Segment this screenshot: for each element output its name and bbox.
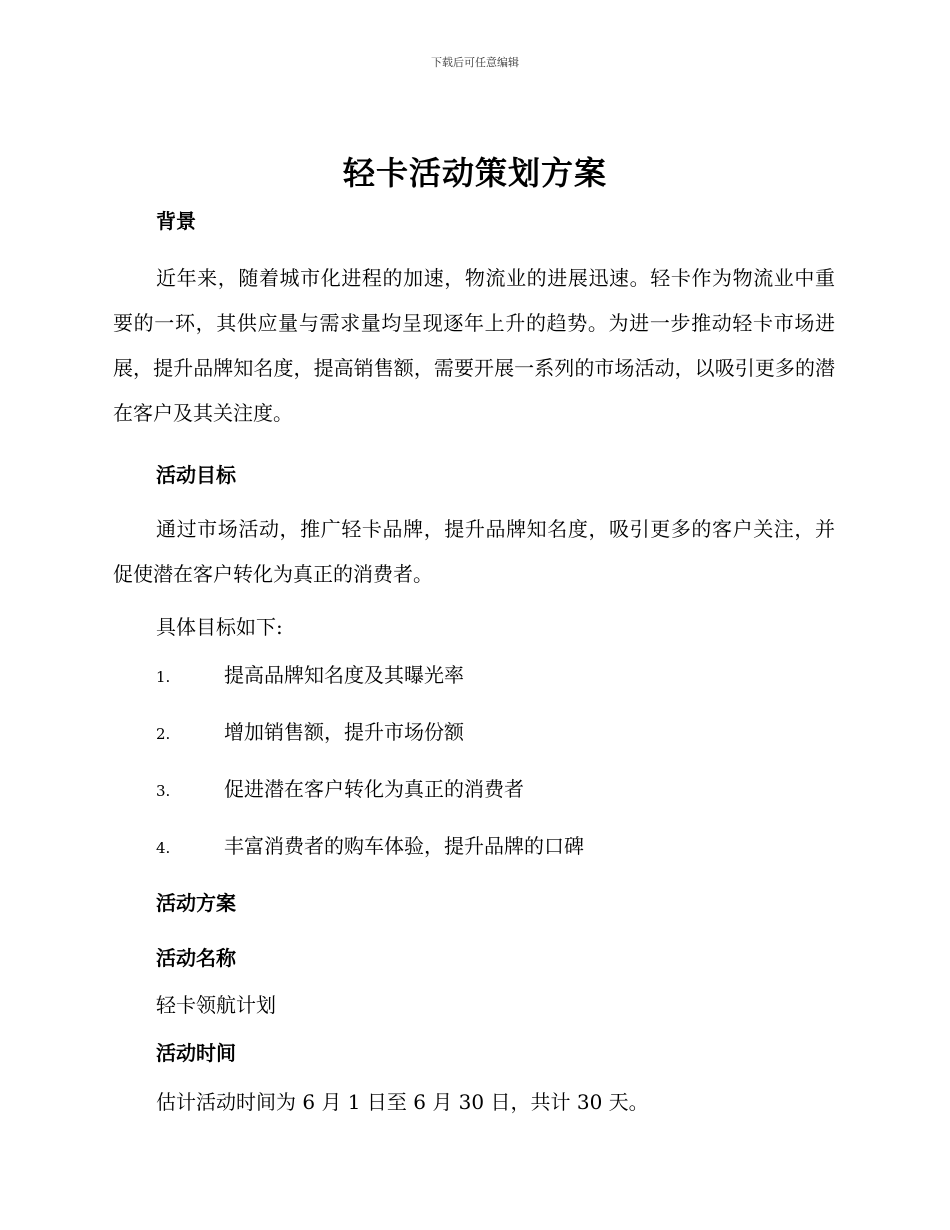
activity-name-text: 轻卡领航计划: [156, 993, 276, 1017]
list-item-number: 2.: [156, 725, 171, 743]
header-note: 下载后可任意编辑: [431, 56, 519, 69]
goal-list: [113, 660, 835, 863]
activity-time-text: 估计活动时间为 6 月 1 日至 6 月 30 日，共计 30 天。: [156, 1090, 649, 1114]
section-heading-time: 活动时间: [156, 1041, 236, 1065]
section-heading-plan: 活动方案: [156, 891, 236, 915]
list-item-text: 提高品牌知名度及其曝光率: [224, 663, 464, 687]
goal-list-intro: 具体目标如下:: [156, 615, 283, 639]
list-item: [113, 831, 835, 863]
section-heading-goal: 活动目标: [156, 463, 236, 487]
list-item-text: 丰富消费者的购车体验，提升品牌的口碑: [224, 834, 584, 858]
list-item-number: 4.: [156, 839, 171, 857]
list-item: [113, 774, 835, 806]
list-item-number: 1.: [156, 668, 171, 686]
goal-paragraph: 通过市场活动，推广轻卡品牌，提升品牌知名度，吸引更多的客户关注，并促使潜在客户转化为真正的消费者。: [113, 517, 835, 586]
list-item-text: 增加销售额，提升市场份额: [224, 720, 464, 744]
list-item-number: 3.: [156, 782, 171, 800]
background-paragraph: 近年来，随着城市化进程的加速，物流业的进展迅速。轻卡作为物流业中重要的一环，其供应量与需求量均呈现逐年上升的趋势。为进一步推动轻卡市场进展，提升品牌知名度，提高销售额，需要开展一系列的市场活动，以吸引更多的潜在客户及其关注度。: [113, 266, 835, 425]
section-heading-name: 活动名称: [156, 946, 236, 970]
list-item: [113, 660, 835, 692]
document-body: [113, 200, 835, 1125]
document-title: 轻卡活动策划方案: [342, 154, 607, 192]
list-item-text: 促进潜在客户转化为真正的消费者: [224, 777, 524, 801]
list-item: [113, 717, 835, 749]
section-heading-background: 背景: [156, 209, 196, 233]
